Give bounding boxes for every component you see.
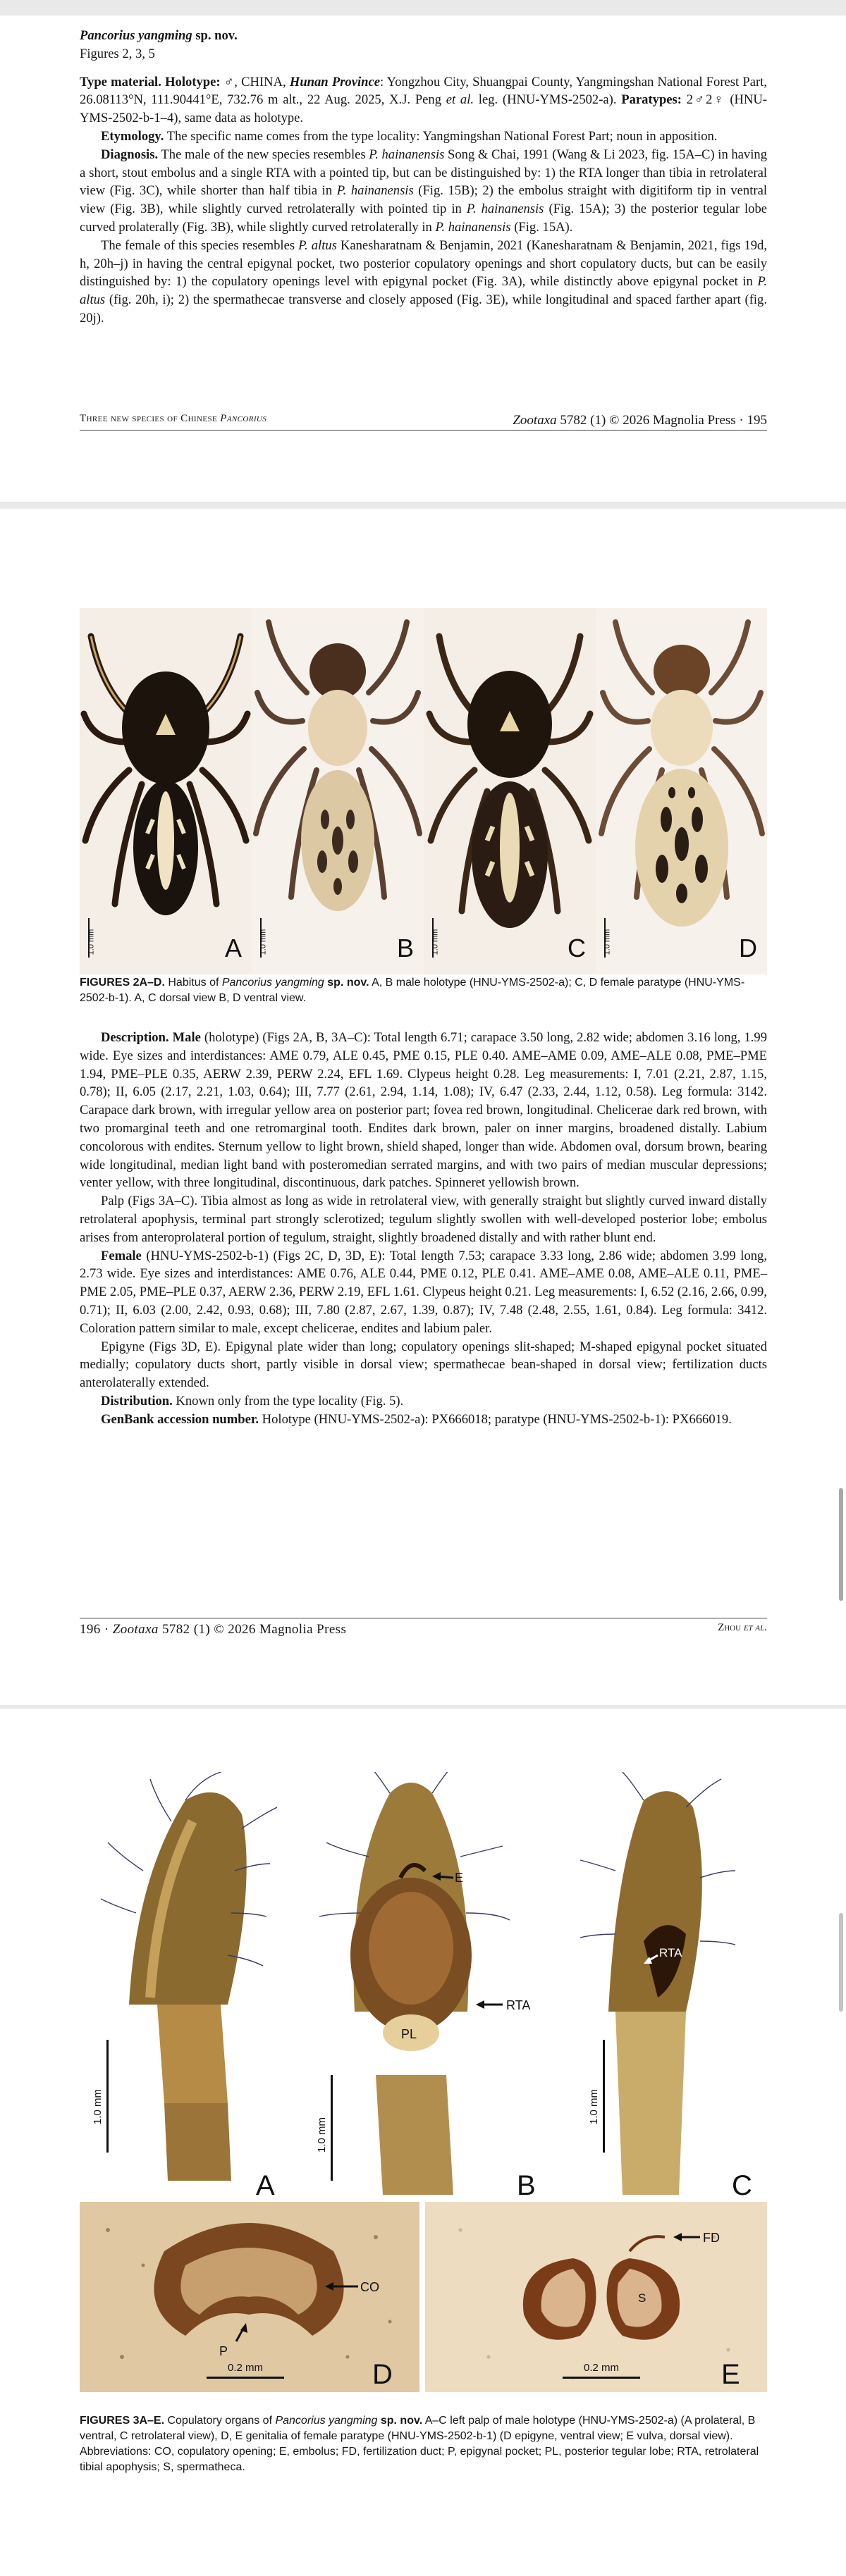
page-197 <box>0 1709 846 2576</box>
figure-3-caption: FIGURES 3A–E. Copulatory organs of Pancorius yangming sp. nov. A–C left palp of male holotype (HNU-YMS-2502-a) (A prolateral, B ventral, C retrolateral view), D, E genitalia of female paratype (HNU-YMS-2502-b-1) (D epigyne, ventral view; E vulva, dorsal view). Abbreviations: CO, copulatory opening; E, embolus; FD, fertilization duct; P, epigynal pocket; PL, posterior tegular lobe; RTA, retrolateral tibial apophysis; S, spermatheca. <box>80 2415 759 2473</box>
figure-3-panel-a <box>92 1772 277 2201</box>
scale-label: 1.0 mm <box>259 929 268 955</box>
scrollbar-thumb[interactable] <box>839 1488 843 1601</box>
figure-2-panel-c <box>424 608 596 974</box>
female-ventral-habitus-image <box>596 608 767 974</box>
panel-letter-c: C <box>568 934 586 962</box>
figure-2-caption: FIGURES 2A–D. Habitus of Pancorius yangming sp. nov. A, B male holotype (HNU-YMS-2502-a); C, D female paratype (HNU-YMS-2502-b-1). A, C dorsal view B, D ventral view. <box>80 977 745 1004</box>
scale-label-a: 1.0 mm <box>92 2088 104 2124</box>
figure-2-panel-a <box>80 608 252 974</box>
label-copulatory-opening: CO <box>360 2280 379 2294</box>
panel-letter-e: E <box>721 2359 740 2390</box>
figure-2-plate <box>80 608 767 974</box>
figure-3-panel-e <box>425 2202 767 2392</box>
panel-letter-b: B <box>396 934 414 962</box>
scale-label: 1.0 mm <box>603 929 612 955</box>
figure-3-panel-b <box>316 1772 536 2201</box>
label-epigynal-pocket: P <box>219 2344 228 2358</box>
species-account-text <box>80 27 767 328</box>
figure-3-panel-d <box>80 2202 419 2392</box>
diagnosis: Diagnosis. The male of the new species resembles P. hainanensis Song & Chai, 1991 (Wang & Li 2023, fig. 15A–C) in having a short, stout embolus and a single RTA with a pointed tip, but can be distinguished by: 1) the RTA longer than tibia in retrolateral view (Fig. 3C), while shorter than half tibia in P. hainanensis (Fig. 15B); 2) the embolus straight with digitiform tip in ventral view (Fig. 3B), while slightly curved retrolaterally with pointed tip in P. hainanensis (Fig. 15A); 3) the posterior tegular lobe curved prolaterally (Fig. 3B), while slightly curved retrolaterally in P. hainanensis (Fig. 15A). <box>80 147 767 235</box>
scale-label-d: 0.2 mm <box>228 2362 264 2374</box>
genbank-accession: GenBank accession number. Holotype (HNU-YMS-2502-a): PX666018; paratype (HNU-YMS-2502-b-1): PX666019. <box>101 1411 732 1427</box>
panel-letter-b: B <box>517 2170 536 2201</box>
panel-letter-c: C <box>732 2170 752 2201</box>
panel-letter-a: A <box>256 2170 275 2201</box>
label-rta-retrolateral: RTA <box>659 1946 682 1959</box>
distribution: Distribution. Known only from the type locality (Fig. 5). <box>101 1393 404 1408</box>
species-heading: Pancorius yangming sp. nov. <box>80 28 238 43</box>
scale-label: 1.0 mm <box>87 929 96 955</box>
epigyne-description: Epigyne (Figs 3D, E). Epigynal plate wider than long; copulatory openings slit-shaped; M-shaped epigynal pocket situated medially; copulatory ducts short, partly visible in dorsal view; spermathecae bean-shaped in dorsal view; fertilization ducts anterolaterally extended. <box>80 1339 767 1391</box>
figure-3-plate <box>80 1772 767 2392</box>
description-male: Description. Male (holotype) (Figs 2A, B, 3A–C): Total length 6.71; carapace 3.50 long, 2.82 wide; abdomen 3.16 long, 1.99 wide. Eye sizes and interdistances: AME 0.79, ALE 0.45, PME 0.15, PLE 0.40. AME–AME 0.09, AME–ALE 0.08, PME–PME 1.94, PME–PLE 0.35, AERW 2.39, PERW 2.24, EFL 1.69. Clypeus height 0.28. Leg measurements: I, 7.01 (2.21, 2.87, 1.15, 0.78); II, 6.05 (2.17, 2.21, 1.03, 0.64); III, 7.77 (2.61, 2.94, 1.14, 1.08); IV, 6.47 (2.33, 2.44, 1.12, 0.58). Leg formula: 3142. Carapace dark brown, with irregular yellow area on posterior part; fovea red brown, longitudinal. Chelicerae dark red brown, with two promarginal teeth and one retromarginal tooth. Endites dark brown, paler on inner margins, broadened distally. Labium concolorous with endites. Sternum yellow to light brown, shield shaped, longer than wide. Abdomen oval, dorsum brown, bearing wide longitudinal, median light band with posteromedian serrated margins, and with two pairs of median muscular depressions; venter yellow, with three longitudinal, discontinuous, dark patches. Spinneret yellowish brown. <box>80 1030 767 1191</box>
description-text <box>80 1029 767 1429</box>
panel-letter-a: A <box>224 934 242 962</box>
female-diagnosis: The female of this species resembles P. altus Kanesharatnam & Benjamin, 2021 (Kanesharatnam & Benjamin, 2021, figs 19d, h, 20h–j) in having the central epigynal pocket, two posterior copulatory openings and short copulatory ducts, but can be easily distinguished by: 1) the copulatory openings level with epigynal pocket (Fig. 3A), while distinctly above epigynal pocket in P. altus (fig. 20h, i); 2) the spermathecae transverse and closely apposed (Fig. 3E), while longitudinal and spaced farther apart (fig. 20j). <box>80 237 767 326</box>
type-material: Type material. Holotype: ♂, CHINA, Hunan Province: Yongzhou City, Shuangpai County, Yangmingshan National Forest Part, 26.08113°N, 111.90441°E, 732.76 m alt., 22 Aug. 2025, X.J. Peng et al. leg. (HNU-YMS-2502-a). Paratypes: 2♂2♀ (HNU-YMS-2502-b-1–4), same data as holotype. <box>80 74 767 126</box>
scale-label-b: 1.0 mm <box>316 2117 328 2153</box>
male-dorsal-habitus-image <box>80 608 252 974</box>
panel-letter-d: D <box>372 2359 393 2390</box>
label-embolus: E <box>455 1871 464 1885</box>
scale-label-c: 1.0 mm <box>588 2088 600 2124</box>
panel-letter-d: D <box>739 934 757 962</box>
description-female: Female (HNU-YMS-2502-b-1) (Figs 2C, D, 3D, E): Total length 7.53; carapace 3.33 long, 2.86 wide; abdomen 3.99 long, 2.73 wide. Eye sizes and interdistances: AME 0.76, ALE 0.44, PME 0.12, PLE 0.41. AME–AME 0.08, AME–ALE 0.11, PME–PME 2.05, PME–PLE 0.37, AERW 2.36, PERW 2.19, EFL 1.61. Clypeus height 0.21. Leg measurements: I, 6.52 (2.16, 2.66, 0.99, 0.71); II, 6.03 (2.00, 2.42, 0.93, 0.68); III, 7.80 (2.87, 2.67, 1.39, 0.87); IV, 7.48 (2.48, 2.55, 1.61, 0.84). Leg formula: 3412. Coloration pattern similar to male, except chelicerae, endites and labium paler. <box>80 1248 767 1336</box>
etymology: Etymology. The specific name comes from the type locality: Yangmingshan National Forest Part; noun in apposition. <box>101 128 718 144</box>
scale-label-e: 0.2 mm <box>584 2362 620 2374</box>
figure-2-panel-d <box>596 608 767 974</box>
page-195: Pancorius yangming sp. nov. Figures 2, 3, 5 Type material. Holotype: ♂, CHINA, Hunan Province: Yongzhou City, Shuangpai County, Yangmingshan National Forest Part, 26.08113°N, 111.90441°E, 732.76 m alt., 22 Aug. 2025, X.J. Peng et al. leg. (HNU-YMS-2502-a). Paratypes: 2♂2♀ (HNU-YMS-2502-b-1–4), same data as holotype. Etymology. The specific name comes from the type locality: Yangmingshan National Forest Part; noun in apposition. Diagnosis. The male of the new species resembles P. hainanensis Song & Chai, 1991 (Wang & Li 2023, fig. 15A–C) in having a short, stout embolus and a single RTA with a pointed tip, but can be distinguished by: 1) the RTA longer than tibia in retrolateral view (Fig. 3C), while shorter than half tibia in P. hainanensis (Fig. 15B); 2) the embolus straight with digitiform tip in ventral view (Fig. 3B), while slightly curved retrolaterally with pointed tip in P. hainanensis (Fig. 15A); 3) the posterior tegular lobe curved prolaterally (Fig. 3B), while slightly curved retrolaterally in P. hainanensis (Fig. 15A). The female of this species resembles P. altus Kanesharatnam & Benjamin, 2021 (Kanesharatnam & Benjamin, 2021, figs 19d, h, 20h–j) in having the central epigynal pocket, two posterior copulatory openings and short copulatory ducts, but can be easily distinguished by: 1) the copulatory openings level with epigynal pocket (Fig. 3A), while distinctly above epigynal pocket in P. altus (fig. 20h, i); 2) the spermathecae transverse and closely apposed (Fig. 3E), while longitudinal and spaced farther apart (fig. 20j). Three new species of Chinese Pancorius Zootaxa 5782 (1) © 2026 Magnolia Press · 195 <box>0 16 846 502</box>
label-posterior-tegular-lobe: PL <box>401 2027 417 2041</box>
palp-description: Palp (Figs 3A–C). Tibia almost as long as wide in retrolateral view, with generally straight but slightly curved inward distally retrolateral apophysis, terminal part strongly sclerotized; tegulum slightly swollen with well-developed posterior lobe; embolus arises from anteroprolateral portion of tegulum, straight, slightly broadened distally and with rather blunt end. <box>80 1194 767 1245</box>
label-spermatheca: S <box>638 2291 646 2305</box>
figure-2-panel-b <box>252 608 424 974</box>
page-196: 1.0 mm A 1.0 mm B 1.0 mm C 1.0 mm D FIGURES 2A–D. Habitus of Pancorius yangming sp. nov. A, B male holotype (HNU-YMS-2502-a); C, D female paratype (HNU-YMS-2502-b-1). A, C dorsal view B, D ventral view. Description. Male (holotype) (Figs 2A, B, 3A–C): Total length 6.71; carapace 3.50 long, 2.82 wide; abdomen 3.16 long, 1.99 wide. Eye sizes and interdistances: AME 0.79, ALE 0.45, PME 0.15, PLE 0.40. AME–AME 0.09, AME–ALE 0.08, PME–PME 1.94, PME–PLE 0.35, AERW 2.39, PERW 2.24, EFL 1.69. Clypeus height 0.28. Leg measurements: I, 7.01 (2.21, 2.87, 1.15, 0.78); II, 6.05 (2.17, 2.21, 1.03, 0.64); III, 7.77 (2.61, 2.94, 1.14, 1.08); IV, 6.47 (2.33, 2.44, 1.12, 0.58). Leg formula: 3142. Carapace dark brown, with irregular yellow area on posterior part; fovea red brown, longitudinal. Chelicerae dark red brown, with two promarginal teeth and one retromarginal tooth. Endites dark brown, paler on inner margins, broadened distally. Labium concolorous with endites. Sternum yellow to light brown, shield shaped, longer than wide. Abdomen oval, dorsum brown, bearing wide longitudinal, median light band with posteromedian serrated margins, and with two pairs of median muscular depressions; venter yellow, with three longitudinal, discontinuous, dark patches. Spinneret yellowish brown. Palp (Figs 3A–C). Tibia almost as long as wide in retrolateral view, with generally straight but slightly curved inward distally retrolateral apophysis, terminal part strongly sclerotized; tegulum slightly swollen with well-developed posterior lobe; embolus arises from anteroprolateral portion of tegulum, straight, slightly broadened distally and with rather blunt end. Female (HNU-YMS-2502-b-1) (Figs 2C, D, 3D, E): Total length 7.53; carapace 3.33 long, 2.86 wide; abdomen 3.99 long, 2.73 wide. Eye sizes and interdistances: AME 0.76, ALE 0.44, PME 0.12, PLE 0.41. AME–AME 0.08, AME–ALE 0.11, PME–PME 2.05, PME–PLE 0.37, AERW 2.36, PERW 2.19, EFL 1.61. Clypeus height 0.21. Leg measurements: I, 6.52 (2.16, 2.66, 0.99, 0.71); II, 6.03 (2.00, 2.42, 0.93, 0.68); III, 7.80 (2.87, 2.67, 1.39, 0.87); IV, 7.48 (2.48, 2.55, 1.61, 0.84). Leg formula: 3412. Coloration pattern similar to male, except chelicerae, endites and labium paler. Epigyne (Figs 3D, E). Epigynal plate wider than long; copulatory openings slit-shaped; M-shaped epigynal pocket situated medially; copulatory ducts short, partly visible in dorsal view; spermathecae bean-shaped in dorsal view; fertilization ducts anterolaterally extended. Distribution. Known only from the type locality (Fig. 5). GenBank accession number. Holotype (HNU-YMS-2502-a): PX666018; paratype (HNU-YMS-2502-b-1): PX666019. 196 · Zootaxa 5782 (1) © 2026 Magnolia Press Zhou et al. <box>0 509 846 1705</box>
figure-references: Figures 2, 3, 5 <box>80 46 155 61</box>
male-ventral-habitus-image <box>252 608 424 974</box>
footer-rule <box>80 430 767 431</box>
label-fertilization-duct: FD <box>703 2231 720 2245</box>
female-dorsal-habitus-image <box>424 608 596 974</box>
scale-label: 1.0 mm <box>431 929 440 955</box>
figure-3-panel-c <box>580 1772 752 2201</box>
scrollbar-thumb-lower[interactable] <box>839 1913 843 2012</box>
label-rta-ventral: RTA <box>506 1998 531 2012</box>
figure-3-image <box>80 1772 767 2392</box>
